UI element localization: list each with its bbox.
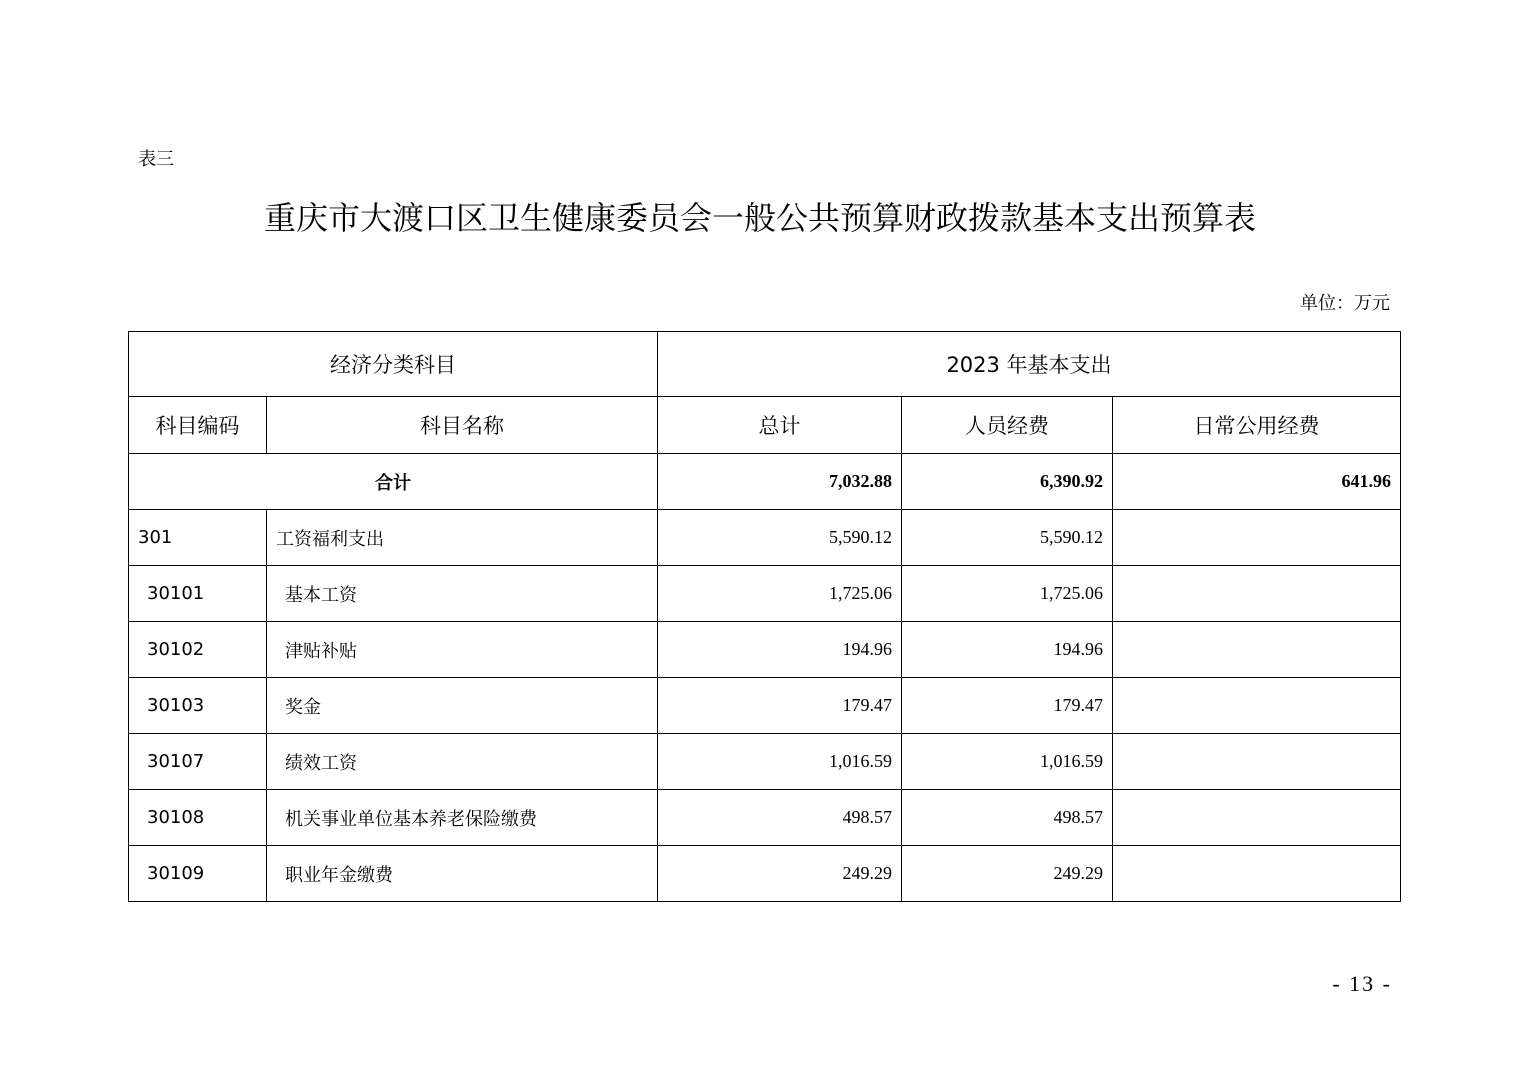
row-name: 绩效工资	[267, 734, 658, 790]
total-label: 合计	[129, 454, 658, 510]
row-name: 工资福利支出	[267, 510, 658, 566]
row-name: 基本工资	[267, 566, 658, 622]
row-total: 179.47	[658, 678, 902, 734]
row-personnel: 1,016.59	[902, 734, 1113, 790]
row-public	[1113, 734, 1401, 790]
table-row	[129, 566, 1401, 622]
row-public	[1113, 510, 1401, 566]
row-code: 30101	[129, 566, 267, 622]
header-row-group	[129, 332, 1401, 397]
table-row	[129, 846, 1401, 902]
row-total: 1,725.06	[658, 566, 902, 622]
row-name: 机关事业单位基本养老保险缴费	[267, 790, 658, 846]
document-title: 重庆市大渡口区卫生健康委员会一般公共预算财政拨款基本支出预算表	[263, 199, 1256, 237]
row-total: 498.57	[658, 790, 902, 846]
unit-label: 单位：万元	[1300, 293, 1390, 314]
row-name: 奖金	[267, 678, 658, 734]
page-number: - 13 -	[1332, 971, 1392, 996]
total-row	[129, 454, 1401, 510]
table-row	[129, 790, 1401, 846]
header-basic-expenditure: 2023 年基本支出	[658, 332, 1401, 397]
table-row	[129, 622, 1401, 678]
header-personnel-funds: 人员经费	[902, 397, 1113, 454]
row-personnel: 249.29	[902, 846, 1113, 902]
row-code: 30103	[129, 678, 267, 734]
row-total: 1,016.59	[658, 734, 902, 790]
row-public	[1113, 566, 1401, 622]
total-personnel: 6,390.92	[902, 454, 1113, 510]
row-personnel: 194.96	[902, 622, 1113, 678]
table-row	[129, 678, 1401, 734]
row-code: 30108	[129, 790, 267, 846]
row-name: 津贴补贴	[267, 622, 658, 678]
row-personnel: 5,590.12	[902, 510, 1113, 566]
row-code: 30107	[129, 734, 267, 790]
row-personnel: 1,725.06	[902, 566, 1113, 622]
total-public: 641.96	[1113, 454, 1401, 510]
row-personnel: 498.57	[902, 790, 1113, 846]
table-row	[129, 510, 1401, 566]
row-total: 249.29	[658, 846, 902, 902]
table-row	[129, 734, 1401, 790]
row-public	[1113, 678, 1401, 734]
row-total: 5,590.12	[658, 510, 902, 566]
total-total: 7,032.88	[658, 454, 902, 510]
budget-table	[128, 331, 1401, 902]
header-public-funds: 日常公用经费	[1113, 397, 1401, 454]
row-name: 职业年金缴费	[267, 846, 658, 902]
row-public	[1113, 790, 1401, 846]
header-subject-code: 科目编码	[129, 397, 267, 454]
header-subject-name: 科目名称	[267, 397, 658, 454]
row-public	[1113, 622, 1401, 678]
table-label: 表三	[138, 149, 174, 170]
row-code: 30102	[129, 622, 267, 678]
header-economic-category: 经济分类科目	[129, 332, 658, 397]
row-code: 30109	[129, 846, 267, 902]
row-personnel: 179.47	[902, 678, 1113, 734]
row-public	[1113, 846, 1401, 902]
row-code: 301	[129, 510, 267, 566]
row-total: 194.96	[658, 622, 902, 678]
header-row-columns	[129, 397, 1401, 454]
header-total: 总计	[658, 397, 902, 454]
